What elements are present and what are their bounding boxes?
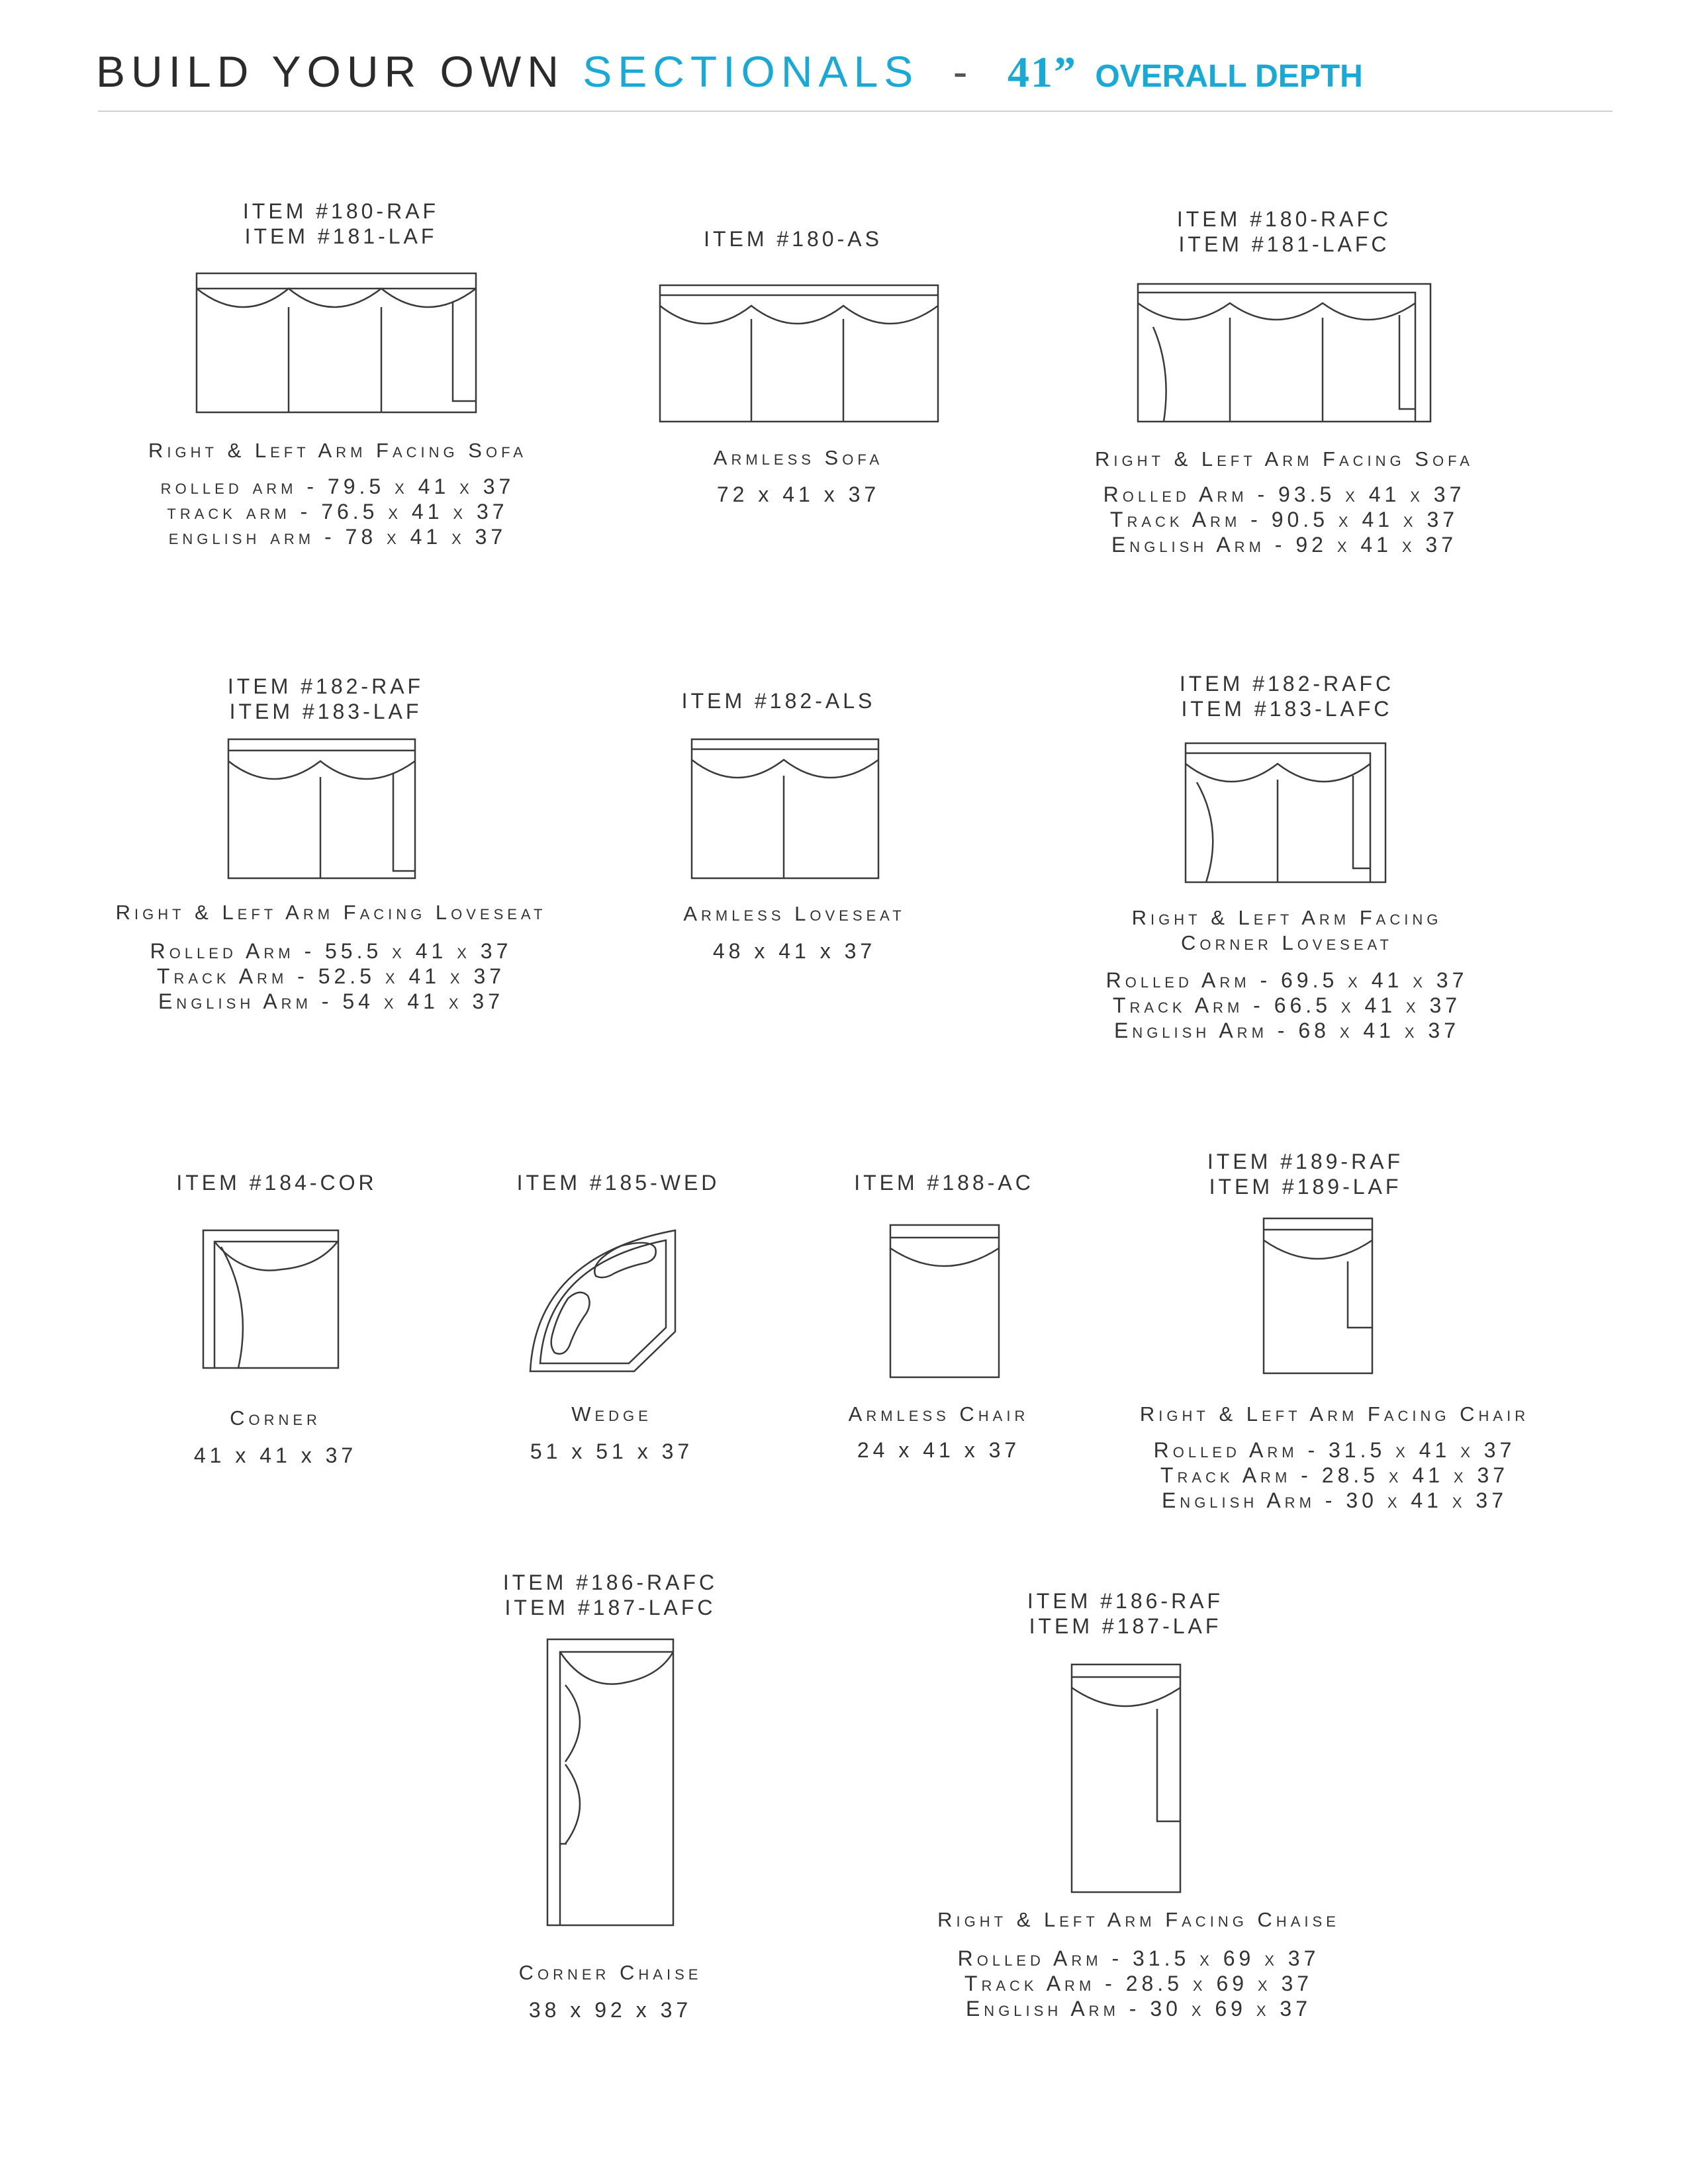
item-name: Right & Left Arm Facing Chaise bbox=[937, 1908, 1340, 1931]
corner-chaise-diagram bbox=[547, 1639, 674, 1926]
item-code: ITEM #180-AS bbox=[704, 227, 882, 251]
wedge-diagram bbox=[530, 1230, 677, 1373]
arm-chair-diagram bbox=[1263, 1218, 1373, 1374]
item-dims: Rolled Arm - 55.5 x 41 x 37 Track Arm - 52.5 x 41 x 37 English Arm - 54 x 41 x 37 bbox=[150, 939, 512, 1013]
item-dims: 51 x 51 x 37 bbox=[530, 1439, 694, 1463]
item-code: ITEM #180-RAFC ITEM #181-LAFC bbox=[1176, 207, 1392, 256]
item-code: ITEM #182-RAFC ITEM #183-LAFC bbox=[1179, 672, 1395, 721]
item-dims: rolled arm - 79.5 x 41 x 37 track arm - 76.5 x 41 x 37 english arm - 78 x 41 x 37 bbox=[160, 475, 515, 549]
item-dims: Rolled Arm - 69.5 x 41 x 37 Track Arm - 66.5 x 41 x 37 English Arm - 68 x 41 x 37 bbox=[1105, 968, 1468, 1042]
sofa-arm-diagram bbox=[196, 273, 477, 413]
item-dims: Rolled Arm - 31.5 x 41 x 37 Track Arm - 28.5 x 41 x 37 English Arm - 30 x 41 x 37 bbox=[1153, 1438, 1516, 1512]
header-divider bbox=[98, 111, 1613, 112]
item-code: ITEM #180-RAF ITEM #181-LAF bbox=[242, 199, 440, 248]
armless-chair-diagram bbox=[890, 1224, 1000, 1378]
item-code: ITEM #186-RAFC ITEM #187-LAFC bbox=[502, 1570, 718, 1619]
item-code: ITEM #184-COR bbox=[176, 1171, 377, 1195]
item-name: Wedge bbox=[571, 1402, 652, 1426]
item-dims: Rolled Arm - 31.5 x 69 x 37 Track Arm - 28.5 x 69 x 37 English Arm - 30 x 69 x 37 bbox=[957, 1946, 1320, 2021]
item-name: Corner Chaise bbox=[518, 1961, 702, 1984]
corner-diagram bbox=[203, 1230, 339, 1369]
item-code: ITEM #185-WED bbox=[516, 1171, 720, 1195]
item-code: ITEM #188-AC bbox=[854, 1171, 1034, 1195]
item-dims: 72 x 41 x 37 bbox=[716, 482, 880, 506]
item-name: Armless Sofa bbox=[713, 446, 884, 469]
item-name: Right & Left Arm Facing Sofa bbox=[1095, 447, 1474, 471]
page-title bbox=[96, 46, 1363, 98]
item-name: Right & Left Arm Facing Loveseat bbox=[115, 901, 547, 924]
item-name: Armless Chair bbox=[848, 1402, 1029, 1426]
depth-number: 41” bbox=[1007, 48, 1077, 97]
item-name: Armless Loveseat bbox=[683, 902, 906, 925]
item-name: Corner bbox=[230, 1406, 321, 1430]
loveseat-arm-diagram bbox=[228, 739, 416, 879]
item-name: Right & Left Arm Facing Corner Loveseat bbox=[1131, 906, 1442, 954]
item-dims: 48 x 41 x 37 bbox=[712, 939, 876, 963]
armless-sofa-diagram bbox=[659, 285, 939, 422]
depth-label: OVERALL DEPTH bbox=[1095, 59, 1363, 94]
item-code: ITEM #182-ALS bbox=[681, 689, 876, 713]
corner-loveseat-diagram bbox=[1185, 743, 1386, 883]
item-name: Right & Left Arm Facing Sofa bbox=[148, 439, 527, 462]
title-part2: SECTIONALS bbox=[583, 47, 919, 96]
item-dims: 41 x 41 x 37 bbox=[193, 1443, 357, 1467]
item-code: ITEM #189-RAF ITEM #189-LAF bbox=[1207, 1150, 1404, 1199]
item-dims: Rolled Arm - 93.5 x 41 x 37 Track Arm - 90.5 x 41 x 37 English Arm - 92 x 41 x 37 bbox=[1103, 482, 1466, 557]
title-dash: - bbox=[953, 47, 974, 96]
item-dims: 24 x 41 x 37 bbox=[857, 1438, 1021, 1462]
item-dims: 38 x 92 x 37 bbox=[528, 1998, 692, 2022]
corner-sofa-diagram bbox=[1137, 283, 1431, 422]
title-part1: BUILD YOUR OWN bbox=[96, 47, 565, 96]
item-code: ITEM #182-RAF ITEM #183-LAF bbox=[227, 674, 424, 723]
arm-chaise-diagram bbox=[1071, 1664, 1181, 1893]
item-name: Right & Left Arm Facing Chair bbox=[1139, 1402, 1530, 1426]
item-code: ITEM #186-RAF ITEM #187-LAF bbox=[1027, 1589, 1224, 1638]
armless-loveseat-diagram bbox=[691, 739, 879, 879]
